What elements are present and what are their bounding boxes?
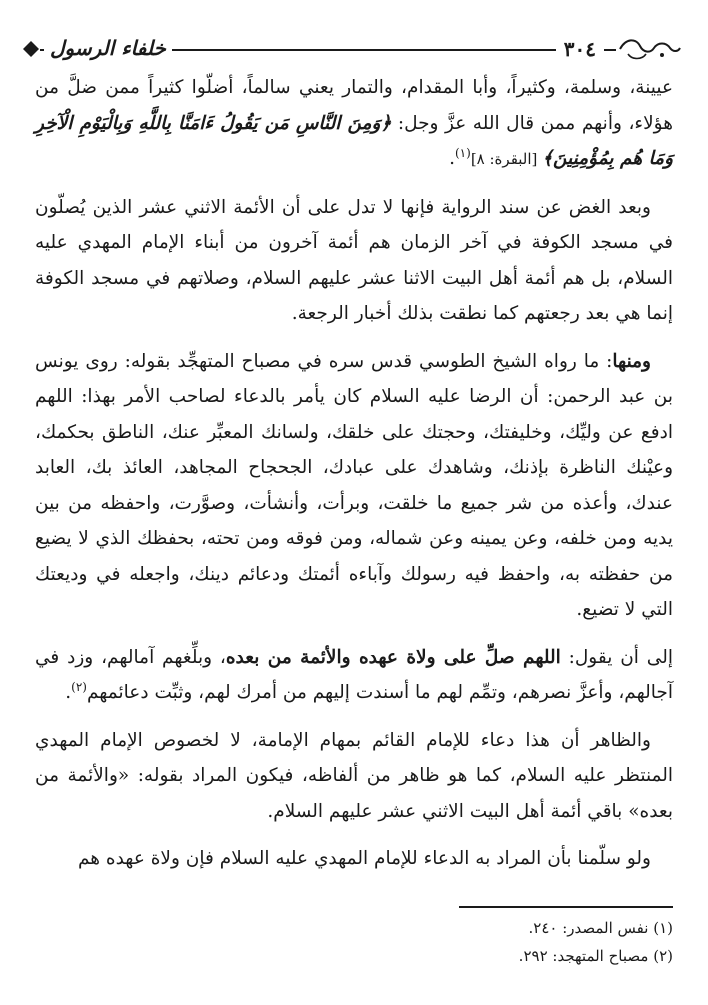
paragraph-lead: ومنها	[612, 350, 651, 372]
diamond-icon	[22, 40, 40, 58]
footnote-marker: (٢)	[71, 679, 87, 694]
ornament-icon	[616, 36, 682, 62]
paragraph-text: وبعد الغض عن سند الرواية فإنها لا تدل على أن الأئمة الاثني عشر الذين يُصلّون في مسجد الكوفة في آخر الزمان هم أئمة آخرون من أبناء الإمام المهدي عليه السلام، بل هم أئمة أهل البيت الاثنا عشر عليهم السلام، وصلاتهم في مسجد الكوفة إنما هي بعد رجعتهم كما نطقت بذلك أخبار الرجعة.	[35, 196, 673, 324]
footnote-marker: (١)	[454, 145, 471, 160]
paragraph-text: : ما رواه الشيخ الطوسي قدس سره في مصباح المتهجِّد بقوله: روى يونس بن عبد الرحمن: أن الرضا عليه السلام كان يأمر بالدعاء لصاحب الأمر بهذا: اللهم ادفع عن وليِّك، وخليفتك، وحجتك على خلقك، ولسانك المعبِّر عنك، الناطق بحكمك، وعيْنك الناظرة بإذنك، وشاهدك على عبادك، الجحجاح المجاهد، العائذ بك، العابد عندك، وأعذه من شر جميع ما خلقت، وبرأت، وأنشأت، وصوَّرت، واحفظه من بين يديه ومن خلفه، وعن يمينه وعن شماله، ومن فوقه ومن تحته، بحفظك الذي لا يضيع من حفظته به، واحفظ فيه رسولك وآباءه أئمتك ودعائم دينك، واجعله في وديعتك التي لا تضيع.	[35, 350, 673, 620]
paragraph-text: ولو سلّمنا بأن المراد به الدعاء للإمام المهدي عليه السلام فإن ولاة عهده هم	[77, 848, 651, 869]
punctuation: .	[449, 148, 455, 169]
paragraph-text: عيينة، وسلمة، وكثيراً، وأبا المقدام، والتمار يعني سالماً، أضلّوا كثيراً ممن ضلَّ من هؤلاء، وأنهم ممن قال الله عزَّ وجل:	[35, 77, 673, 134]
verse-reference: [البقرة: ٨]	[470, 150, 543, 168]
footnote-1: (١) نفس المصدر: ٢٤٠.	[528, 919, 673, 937]
paragraph	[35, 723, 673, 830]
emphasized-text: اللهم صلِّ على ولاة عهده والأئمة من بعده	[225, 646, 561, 668]
paragraph-text: ، وبلِّغهم آمالهم، وزد في آجالهم، وأعزَّ نصرهم، وتمِّم لهم ما أسندت إليهم من أمرك لهم، وثبِّت دعائمهم	[35, 646, 673, 703]
quran-verse: ﴿وَمِنَ النَّاسِ مَن يَقُولُ ءَامَنَّا بِاللَّهِ وَبِالْيَوْمِ الْآخِرِ وَمَا هُم بِمُؤْمِنِينَ﴾	[35, 112, 673, 169]
page-header	[30, 34, 682, 64]
running-title: خلفاء الرسول	[44, 32, 172, 64]
footnote-rule	[459, 906, 673, 908]
paragraph	[35, 841, 673, 877]
punctuation: .	[65, 682, 72, 703]
footnotes	[35, 914, 673, 970]
paragraph	[35, 70, 673, 178]
footnote-2: (٢) مصباح المتهجد: ٢٩٢.	[518, 947, 673, 965]
paragraph	[35, 190, 673, 332]
main-text	[35, 70, 673, 889]
paragraph-text: إلى أن يقول:	[560, 646, 673, 668]
page-number: ٣٠٤	[556, 35, 604, 63]
paragraph	[35, 640, 673, 711]
paragraph-text: والظاهر أن هذا دعاء للإمام القائم بمهام الإمامة، لا لخصوص الإمام المهدي المنتظر عليه السلام، كما هو ظاهر من ألفاظه، فيكون المراد بقوله: «والأئمة من بعده» باقي أئمة أهل البيت الاثني عشر عليهم السلام.	[35, 729, 673, 822]
paragraph	[35, 344, 673, 628]
